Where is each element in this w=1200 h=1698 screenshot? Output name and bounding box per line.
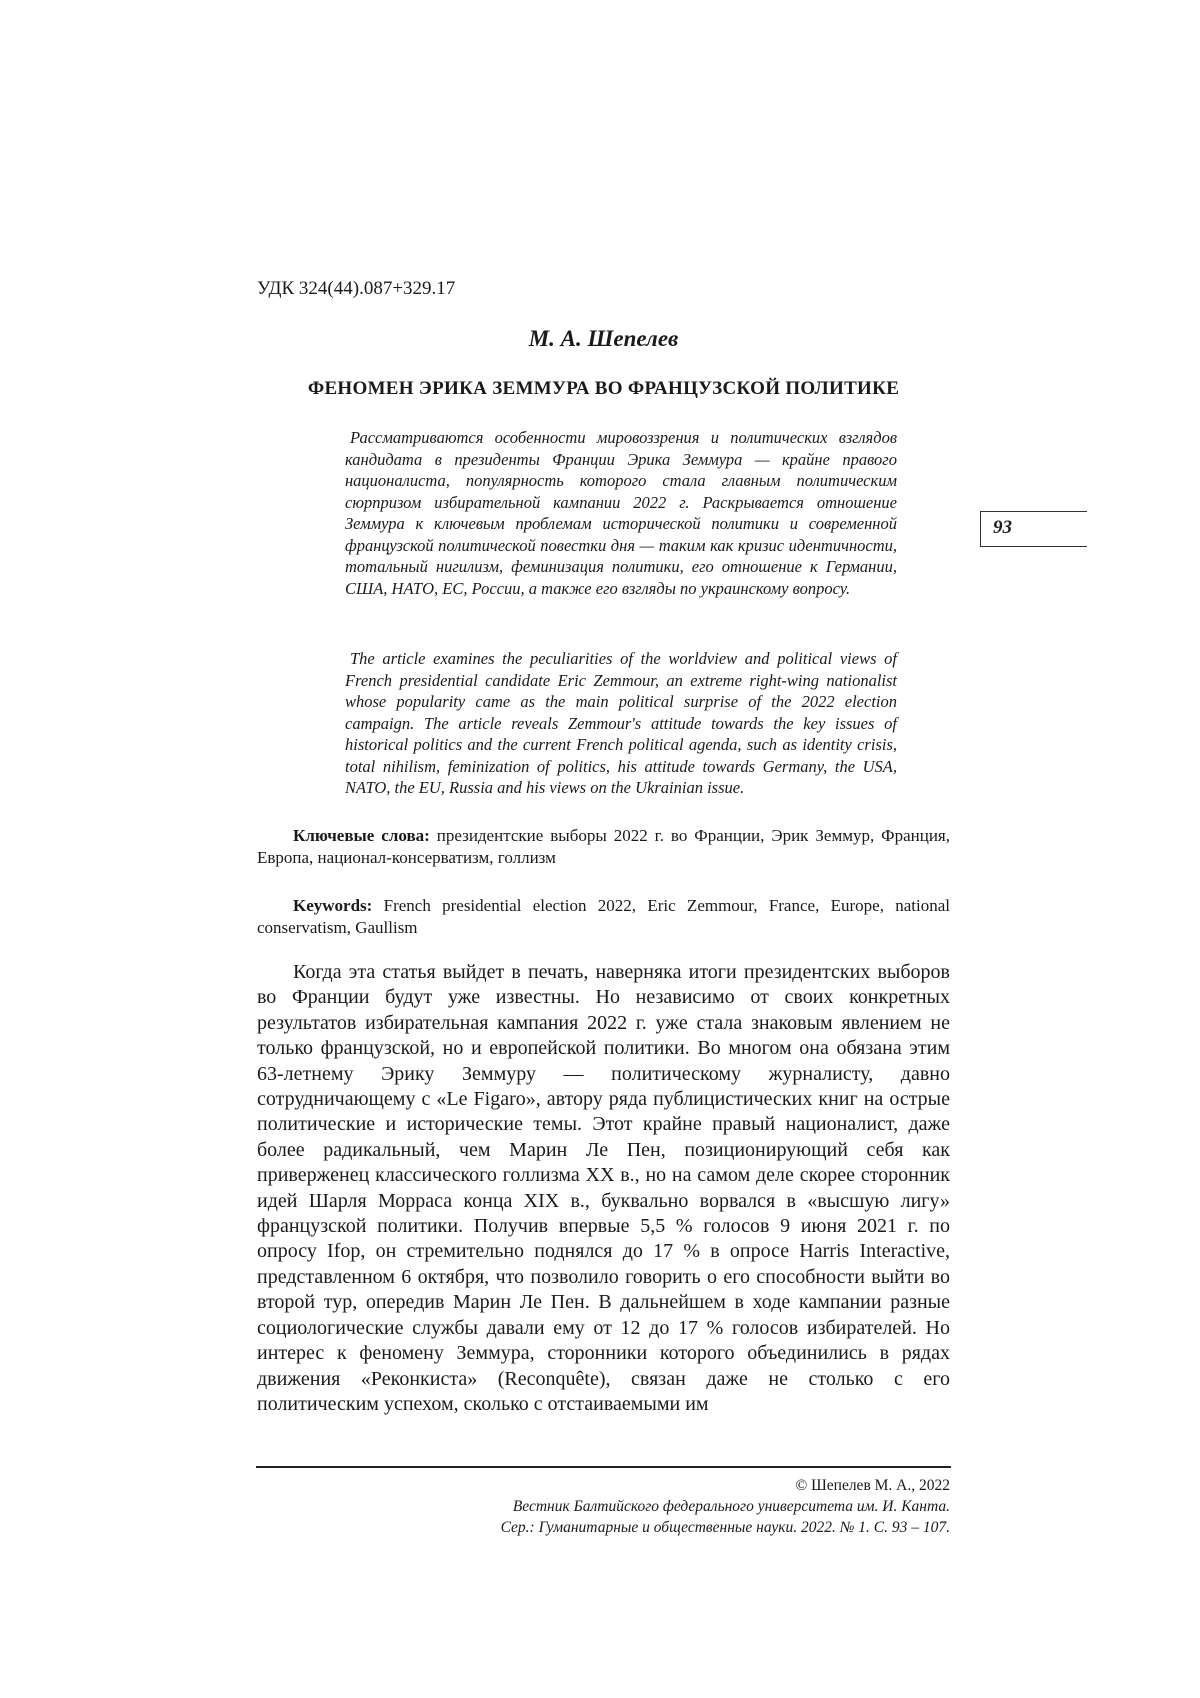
footer-series: Сер.: Гуманитарные и общественные науки. 2022. № 1. С. 93 – 107. <box>500 1519 950 1536</box>
keywords-russian-label: Ключевые слова: <box>293 826 430 845</box>
body-paragraph: Когда эта статья выйдет в печать, наверняка итоги президентских выборов во Франции будут уже известны. Но независимо от своих конкретных результатов избирательная кампания 2022 г. уже стала знаковым явлением не только французской, но и европейской политики. Во многом она обязана этим 63-летнему Эрику Земмуру — политическому журналисту, давно сотрудничающему с «Le Figaro», автору ряда публицистических книг на острые политические и исторические темы. Этот крайне правый националист, даже более радикальный, чем Марин Ле Пен, позиционирующий себя как приверженец классического голлизма XX в., но на самом деле скорее сторонник идей Шарля Морраса конца XIX в., буквально ворвался в «высшую лигу» французской политики. Получив впервые 5,5 % голосов 9 июня 2021 г. по опросу Ifop, он стремительно поднялся до 17 % в опросе Harris Interactive, представленном 6 октября, что позволило говорить о его способности выйти во второй тур, опередив Марин Ле Пен. В дальнейшем в ходе кампании разные социологические службы давали ему от 12 до 17 % голосов избирателей. Но интерес к феномену Земмура, сторонники которого объединились в рядах движения «Реконкиста» (Reconquête), связан даже не столько с его политическим успехом, сколько с отстаиваемыми им <box>257 961 950 1415</box>
abstract-english: The article examines the peculiarities of the worldview and political views of French presidential candidate Eric Zemmour, an extreme right-wing nationalist whose popularity came as the main political surprise of the 2022 election campaign. The article reveals Zemmour's attitude towards the key issues of historical politics and the current French political agenda, such as identity crisis, total nihilism, feminization of politics, his attitude towards Germany, the USA, NATO, the EU, Russia and his views on the Ukrainian issue. <box>345 649 897 797</box>
abstract-russian: Рассматриваются особенности мировоззрения и политических взглядов кандидата в президенты Франции Эрика Земмура — крайне правого националиста, популярность которого стала главным политическим сюрпризом избирательной кампании 2022 г. Раскрывается отношение Земмура к ключевым проблемам исторической политики и современной французской политической повестки дня — таким как кризис идентичности, тотальный нигилизм, феминизация политики, его отношение к Германии, США, НАТО, ЕС, России, а также его взгляды по украинскому вопросу. <box>345 428 897 598</box>
article-title: ФЕНОМЕН ЭРИКА ЗЕММУРА ВО ФРАНЦУЗСКОЙ ПОЛИТИКЕ <box>307 378 900 399</box>
keywords-russian <box>257 825 950 869</box>
keywords-english-label: Keywords: <box>293 896 373 915</box>
udk-code: УДК 324(44).087+329.17 <box>257 278 456 299</box>
keywords-russian-text: президентские выборы 2022 г. во Франции, Эрик Земмур, Франция, Европа, национал-консерватизм, голлизм <box>257 826 950 867</box>
footer-divider <box>256 1466 951 1468</box>
page-number: 93 <box>993 517 1012 538</box>
keywords-english <box>257 895 950 939</box>
footer-journal: Вестник Балтийского федерального университета им. И. Канта. <box>512 1498 950 1515</box>
author-name: М. А. Шепелев <box>528 326 679 351</box>
footer-copyright: © Шепелев М. А., 2022 <box>795 1477 950 1494</box>
keywords-english-text: French presidential election 2022, Eric Zemmour, France, Europe, national conservatism, Gaullism <box>257 896 950 937</box>
